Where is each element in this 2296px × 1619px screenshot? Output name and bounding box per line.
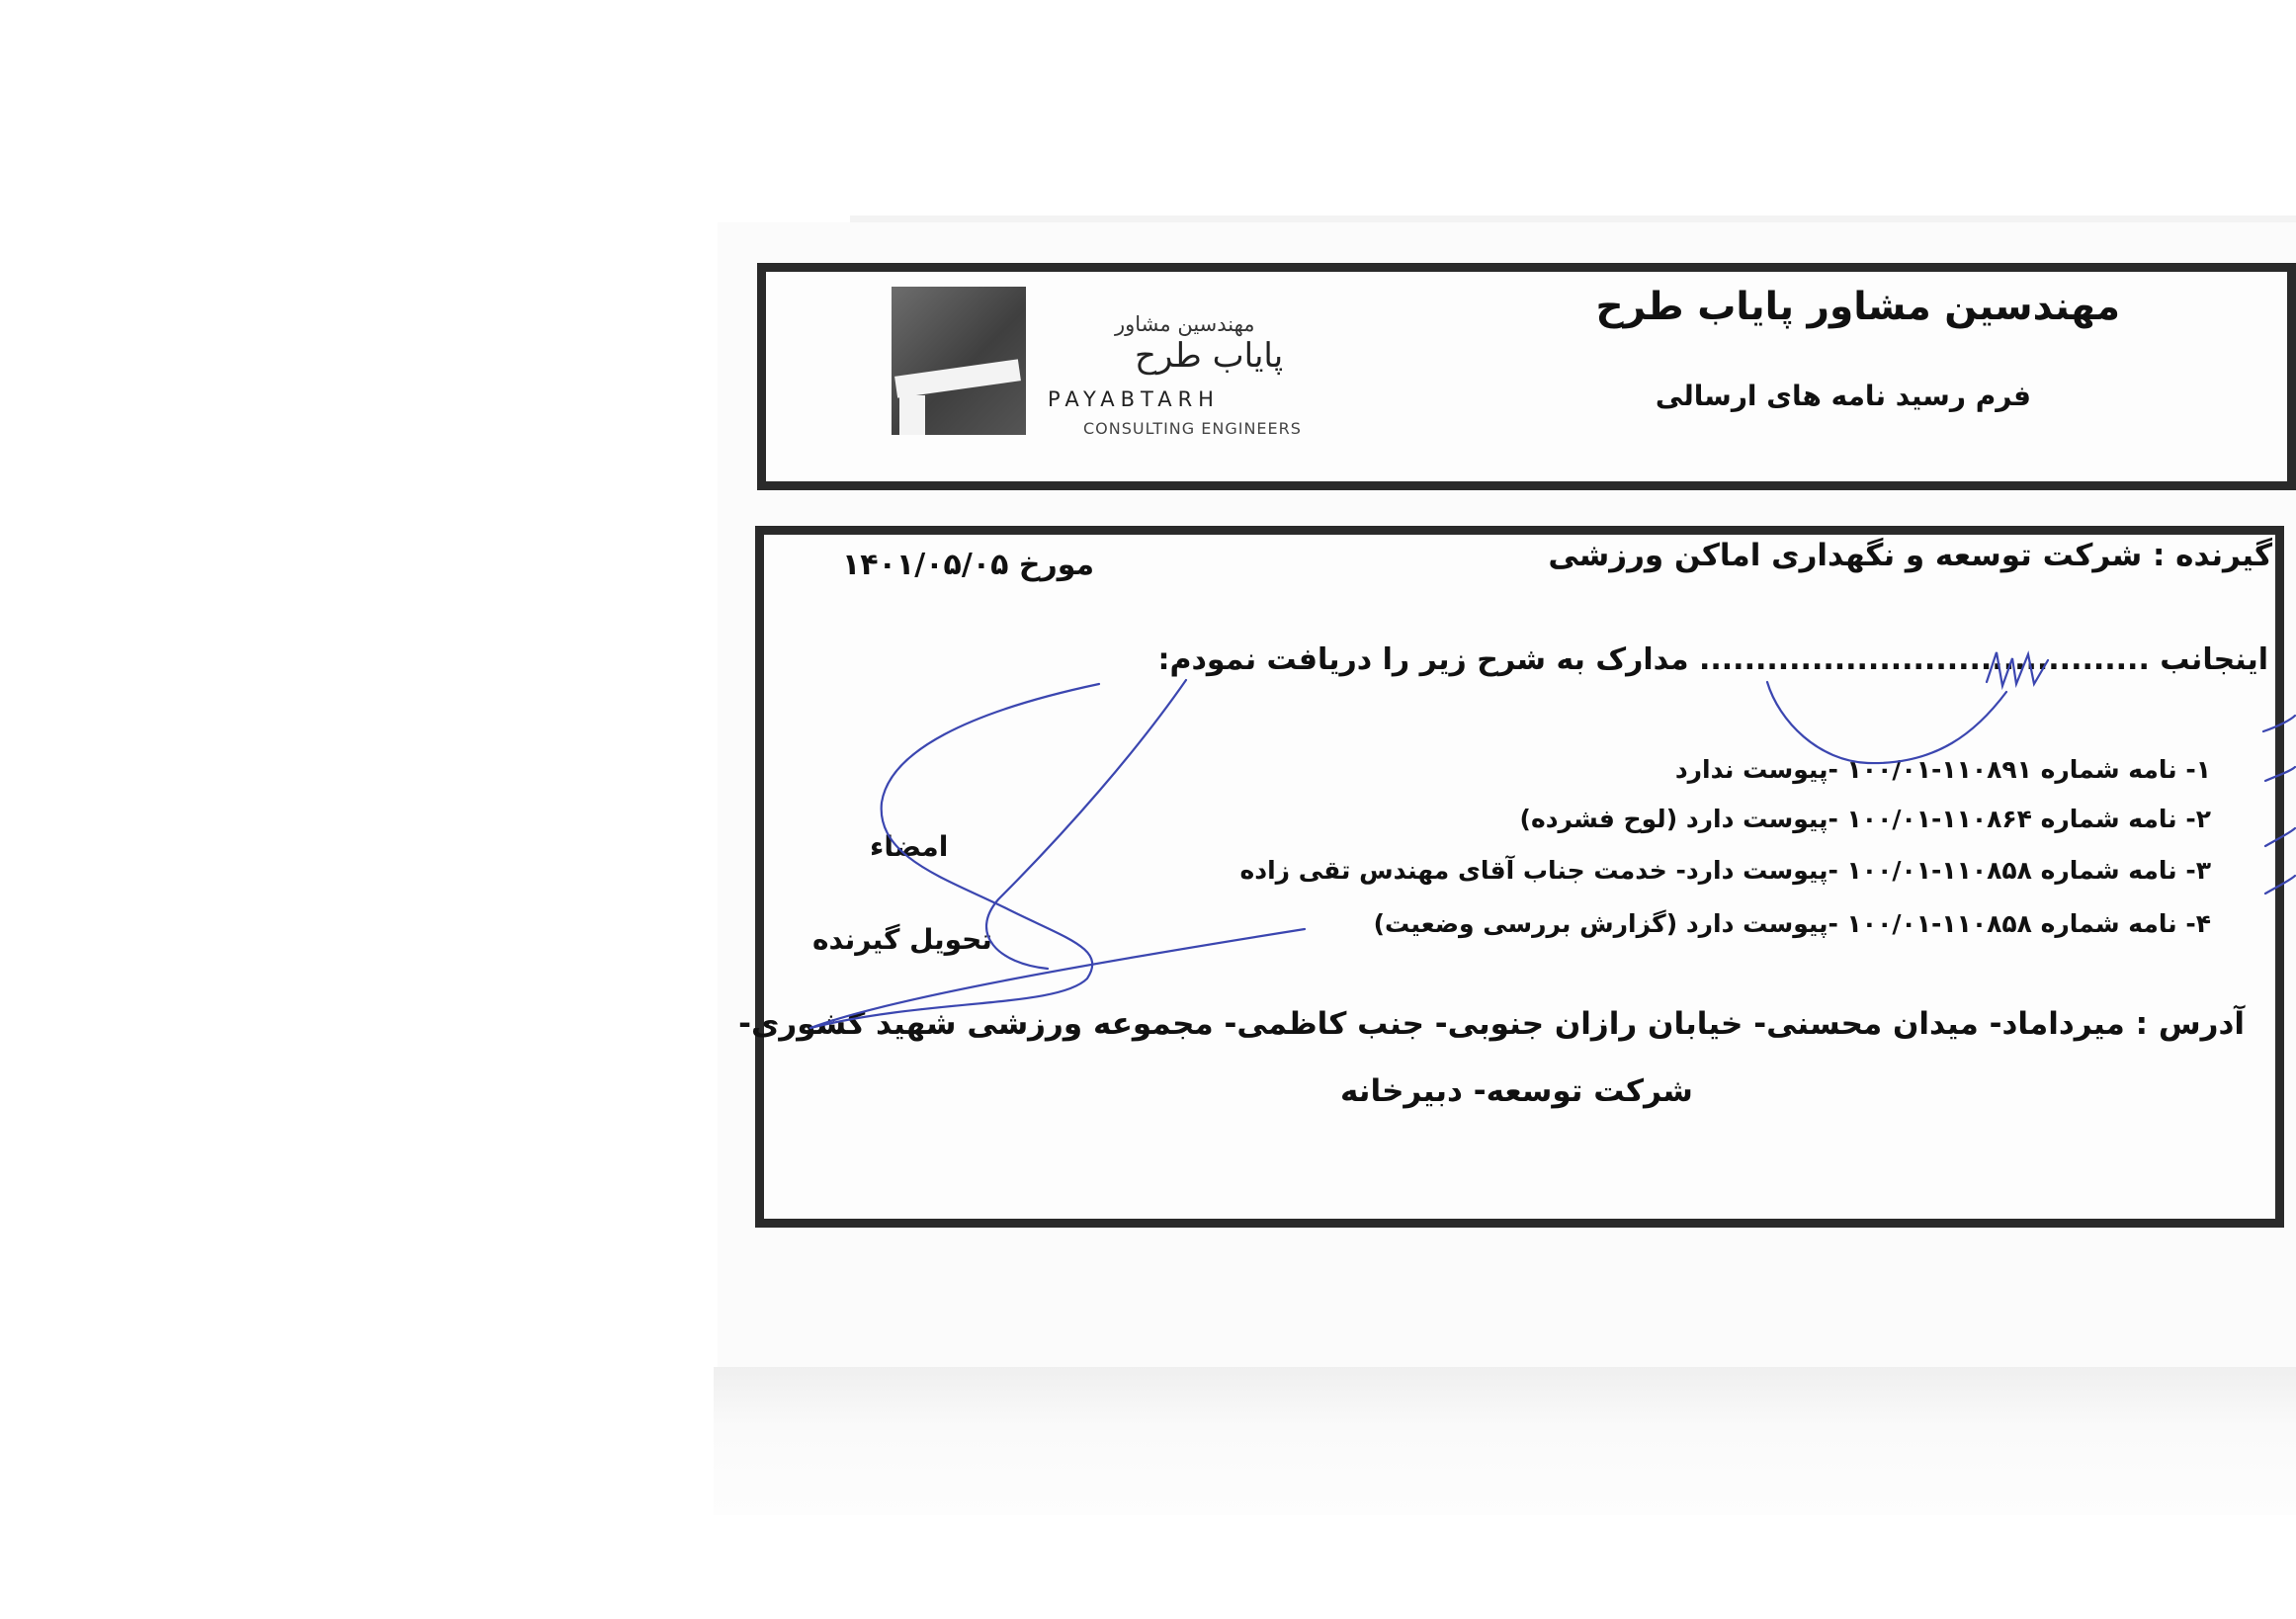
logo-persian-subtitle: مهندسین مشاور xyxy=(1115,312,1255,336)
signature-stroke xyxy=(810,684,1099,1028)
list-item: ۲- نامه شماره ۱۱۰۸۶۴-۱۰۰/۰۱ -پیوست دارد (لوح فشرده) xyxy=(1519,805,2211,833)
signature-stroke xyxy=(1767,682,2006,763)
signature-stroke xyxy=(2265,876,2295,894)
form-title: فرم رسید نامه های ارسالی xyxy=(1655,380,2031,412)
address-line: آدرس : میرداماد- میدان محسنی- خیابان رازان جنوبی- جنب کاظمی- مجموعه ورزشی شهید کشوری- xyxy=(738,1006,2245,1042)
intro-statement: اینجانب ........................................ مدارک به شرح زیر را دریافت نمودم: xyxy=(1157,642,2268,677)
logo-english-name: PAYABTARH xyxy=(1048,387,1220,411)
signature-stroke xyxy=(2265,767,2295,781)
signature-stroke xyxy=(2263,716,2295,731)
letter-date: مورخ ۱۴۰۱/۰۵/۰۵ xyxy=(842,548,1095,582)
logo-english-subtitle: CONSULTING ENGINEERS xyxy=(1083,419,1302,438)
list-item: ۴- نامه شماره ۱۱۰۸۵۸-۱۰۰/۰۱ -پیوست دارد (گزارش بررسی وضعیت) xyxy=(1373,909,2211,938)
signature-stroke xyxy=(2265,828,2295,846)
logo-persian-name: پایاب طرح xyxy=(1135,336,1284,376)
signature-label: امضاء xyxy=(870,830,949,863)
company-name: مهندسین مشاور پایاب طرح xyxy=(1595,285,2120,329)
list-item: ۱- نامه شماره ۱۱۰۸۹۱-۱۰۰/۰۱ -پیوست ندارد xyxy=(1674,755,2211,784)
recipient-line: گیرنده : شرکت توسعه و نگهداری اماکن ورزشی xyxy=(1548,538,2272,573)
address-line-continued: شرکت توسعه- دبیرخانه xyxy=(1340,1073,1693,1109)
signature-stroke xyxy=(1987,652,2048,686)
list-item: ۳- نامه شماره ۱۱۰۸۵۸-۱۰۰/۰۱ -پیوست دارد- خدمت جناب آقای مهندس تقی زاده xyxy=(1239,856,2211,885)
signature-stroke xyxy=(986,680,1186,969)
receiver-label: تحویل گیرنده xyxy=(812,923,992,956)
